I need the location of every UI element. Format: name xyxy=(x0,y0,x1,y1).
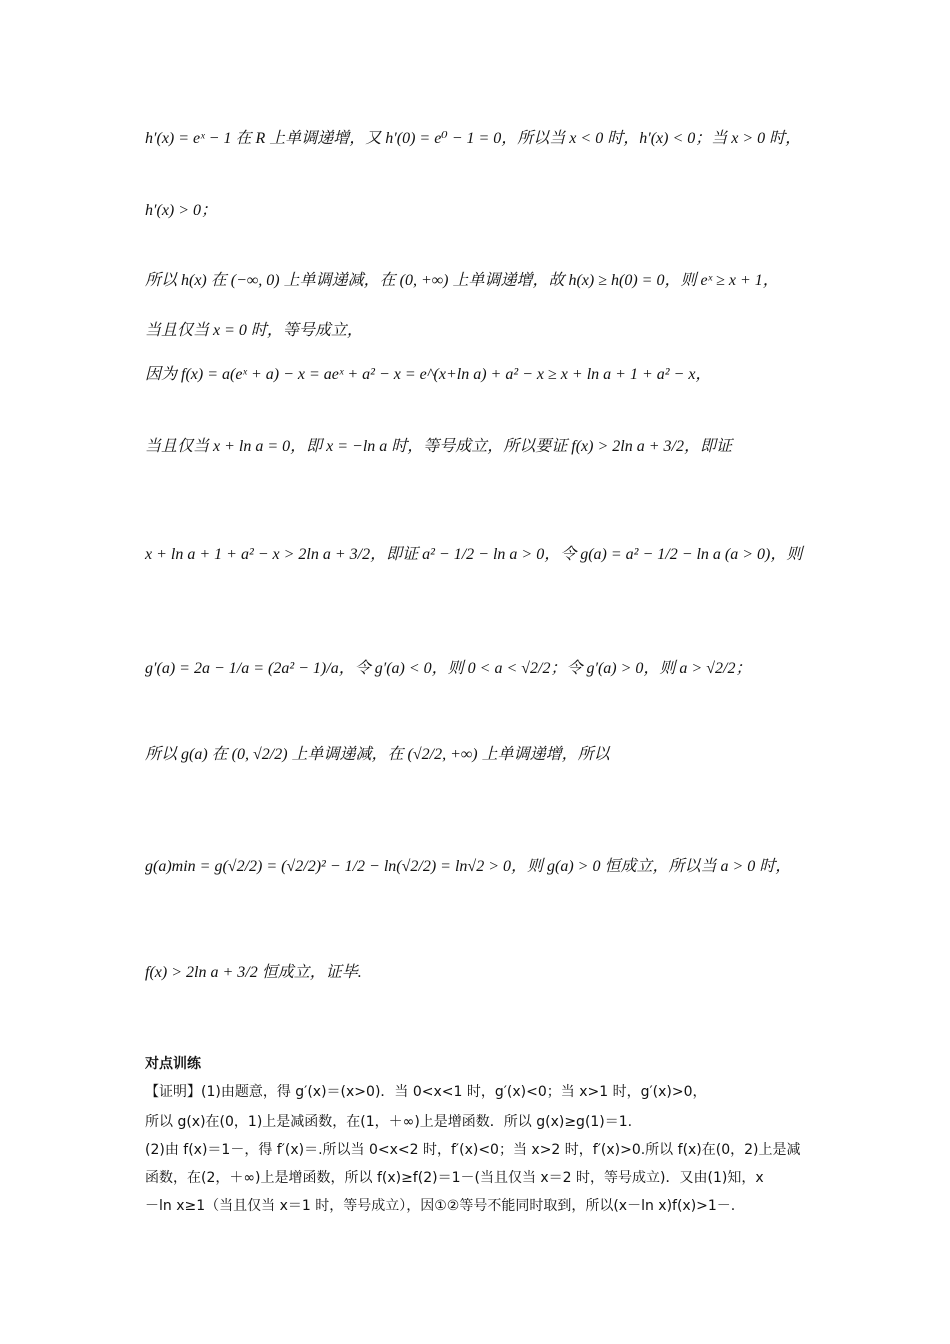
proof-line-9: 所以 g(a) 在 (0, √2/2) 上单调递减，在 (√2/2, +∞) 上单调递增，所以 xyxy=(145,746,610,763)
section-paragraph-4: 函数，在(2，＋∞)上是增函数，所以 f(x)≥f(2)＝1－(当且仅当 x＝2 时，等号成立)．又由(1)知，x xyxy=(145,1170,764,1186)
proof-line-1: h′(x) = eˣ − 1 在 R 上单调递增，又 h′(0) = e⁰ − 1 = 0，所以当 x < 0 时，h′(x) < 0；当 x > 0 时， xyxy=(145,130,802,147)
section-heading: 对点训练 xyxy=(145,1056,201,1072)
proof-line-3: 所以 h(x) 在 (−∞, 0) 上单调递减，在 (0, +∞) 上单调递增，故 h(x) ≥ h(0) = 0，则 eˣ ≥ x + 1， xyxy=(145,272,779,289)
proof-line-7: x + ln a + 1 + a² − x > 2ln a + 3/2，即证 a² − 1/2 − ln a > 0，令 g(a) = a² − 1/2 − ln a (a > 0)，则 xyxy=(145,546,803,563)
section-paragraph-1: 【证明】(1)由题意，得 g′(x)＝(x>0)．当 0<x<1 时，g′(x)<0；当 x>1 时，g′(x)>0， xyxy=(145,1084,707,1100)
proof-line-4: 当且仅当 x = 0 时，等号成立， xyxy=(145,322,363,339)
section-paragraph-2: 所以 g(x)在(0，1)上是减函数，在(1，＋∞)上是增函数．所以 g(x)≥g(1)＝1. xyxy=(145,1114,633,1130)
proof-line-11: f(x) > 2ln a + 3/2 恒成立，证毕. xyxy=(145,964,362,981)
section-paragraph-3: (2)由 f(x)＝1－，得 f′(x)＝.所以当 0<x<2 时，f′(x)<0；当 x>2 时，f′(x)>0.所以 f(x)在(0，2)上是减 xyxy=(145,1142,801,1158)
proof-line-5: 因为 f(x) = a(eˣ + a) − x = aeˣ + a² − x = e^(x+ln a) + a² − x ≥ x + ln a + 1 + a² − x， xyxy=(145,366,712,383)
proof-line-10: g(a)min = g(√2/2) = (√2/2)² − 1/2 − ln(√2/2) = ln√2 > 0，则 g(a) > 0 恒成立，所以当 a > 0 时， xyxy=(145,858,792,875)
section-paragraph-5: －ln x≥1（当且仅当 x＝1 时，等号成立），因①②等号不能同时取到，所以(x－ln x)f(x)>1－. xyxy=(145,1198,736,1214)
proof-line-6: 当且仅当 x + ln a = 0，即 x = −ln a 时，等号成立，所以要证 f(x) > 2ln a + 3/2，即证 xyxy=(145,438,732,455)
proof-line-8: g′(a) = 2a − 1/a = (2a² − 1)/a，令 g′(a) < 0，则 0 < a < √2/2；令 g′(a) > 0，则 a > √2/2； xyxy=(145,660,752,677)
proof-line-2: h′(x) > 0； xyxy=(145,202,218,219)
